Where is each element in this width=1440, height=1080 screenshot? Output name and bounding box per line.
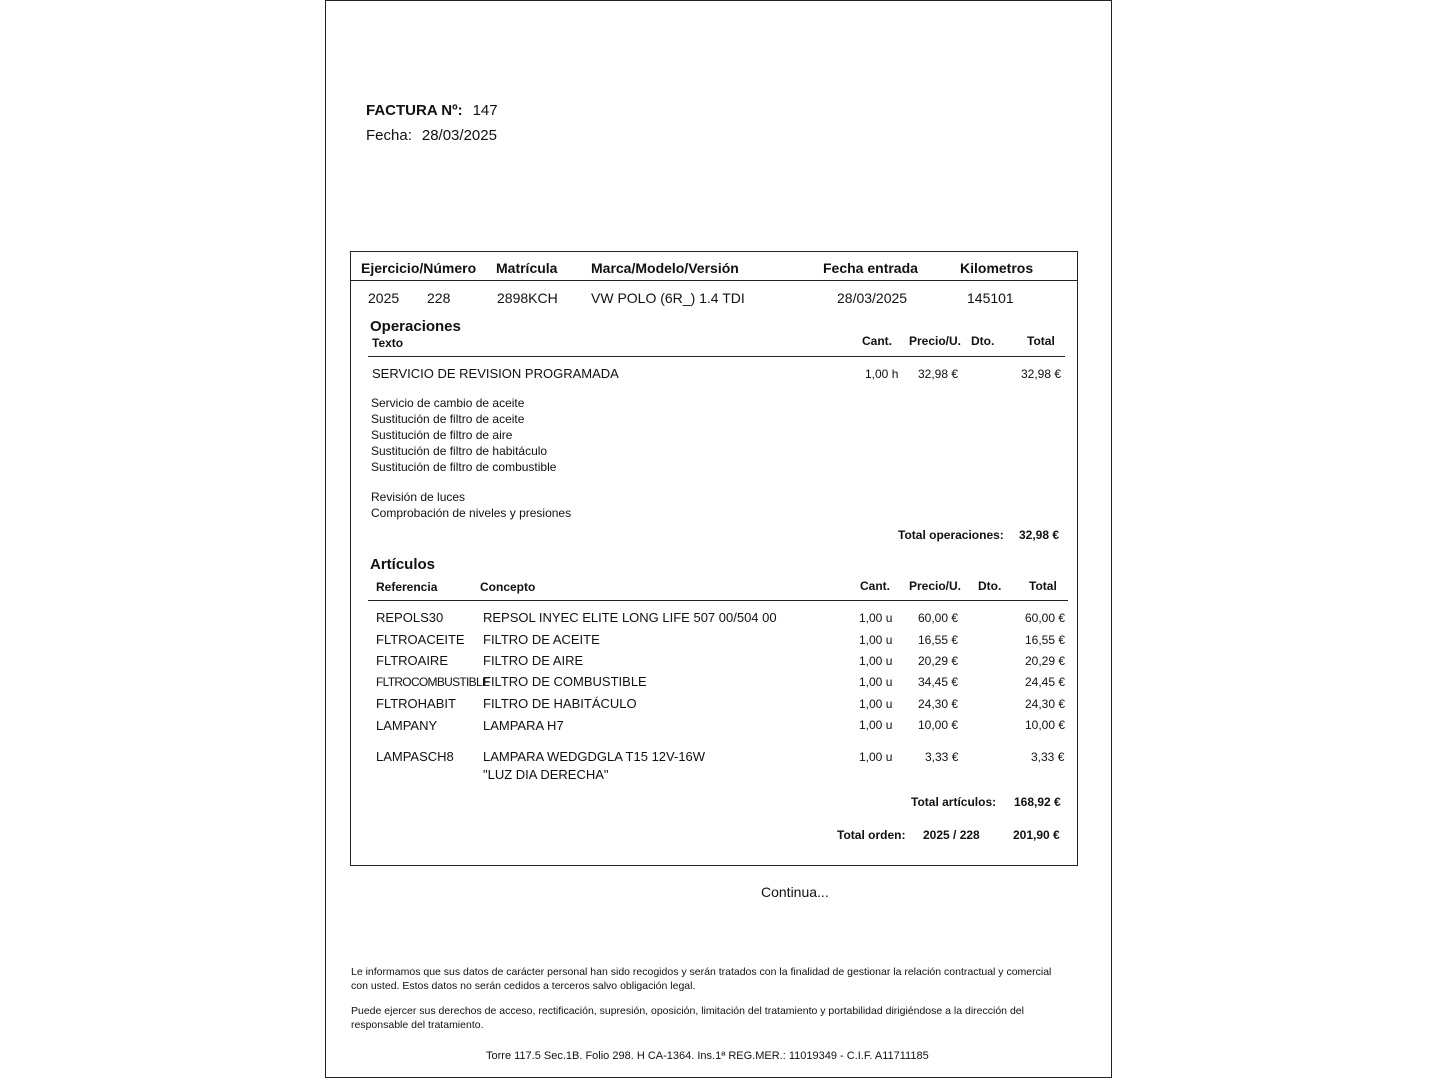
order-entry-date: 28/03/2025 xyxy=(837,290,908,306)
articles-total-label: Total artículos: xyxy=(911,795,997,809)
articles-header-disc: Dto. xyxy=(978,579,1002,593)
operation-detail: Sustitución de filtro de aire xyxy=(371,428,513,442)
article-qty: 1,00 u xyxy=(859,633,893,647)
order-total-label: Total orden: xyxy=(837,828,906,842)
article-qty: 1,00 u xyxy=(859,750,893,764)
order-number: 228 xyxy=(427,290,451,306)
col-header-ejercicio: Ejercicio/Número xyxy=(361,260,477,276)
operation-detail: Comprobación de niveles y presiones xyxy=(371,506,572,520)
invoice-date-value: 28/03/2025 xyxy=(421,127,497,144)
operations-header-rule xyxy=(368,356,1065,357)
legal-paragraph-1: Le informamos que sus datos de carácter personal han sido recogidos y serán tratados con la finalidad de gestionar la relación contractual y comercial con usted. Estos datos no serán cedidos a terceros salvo obligación legal. xyxy=(351,966,1052,992)
article-ref: FLTROAIRE xyxy=(376,653,448,668)
order-km: 145101 xyxy=(967,290,1014,306)
articles-title: Artículos xyxy=(370,556,436,573)
article-qty: 1,00 u xyxy=(859,718,893,732)
operation-details-1 xyxy=(371,395,556,475)
article-concept: FILTRO DE ACEITE xyxy=(483,632,600,647)
articles-header-ref: Referencia xyxy=(376,580,438,594)
articles-header-price: Precio/U. xyxy=(909,579,962,593)
operations-header-qty: Cant. xyxy=(862,334,892,348)
invoice-date xyxy=(366,127,497,144)
article-price: 10,00 € xyxy=(918,718,959,732)
article-ref: FLTROHABIT xyxy=(376,696,456,711)
operations-header-price: Precio/U. xyxy=(909,334,962,348)
operation-detail: Servicio de cambio de aceite xyxy=(371,396,525,410)
articles-header-concept: Concepto xyxy=(480,580,536,594)
operations-header-total: Total xyxy=(1027,334,1055,348)
operation-main-price: 32,98 € xyxy=(918,367,959,381)
article-total: 24,30 € xyxy=(1025,697,1066,711)
article-price: 60,00 € xyxy=(918,611,959,625)
invoice-page xyxy=(325,0,1112,1078)
article-concept: FILTRO DE AIRE xyxy=(483,653,584,668)
article-qty: 1,00 u xyxy=(859,654,893,668)
operation-details-2 xyxy=(371,489,571,521)
order-total-ref: 2025 / 228 xyxy=(923,828,980,842)
article-price: 16,55 € xyxy=(918,633,959,647)
article-qty: 1,00 u xyxy=(859,697,893,711)
article-total: 3,33 € xyxy=(1031,750,1065,764)
article-ref: FLTROACEITE xyxy=(376,632,465,647)
operation-detail: Sustitución de filtro de habitáculo xyxy=(371,444,548,458)
article-total: 24,45 € xyxy=(1025,675,1066,689)
order-box xyxy=(350,251,1078,866)
operations-total-label: Total operaciones: xyxy=(898,528,1004,542)
operation-main-total: 32,98 € xyxy=(1021,367,1062,381)
operation-detail: Revisión de luces xyxy=(371,490,466,504)
articles-total-value: 168,92 € xyxy=(1014,795,1061,809)
continua-text: Continua... xyxy=(761,884,829,900)
articles-header-rule xyxy=(368,600,1068,601)
article-ref: LAMPASCH8 xyxy=(376,749,454,764)
article-concept: FILTRO DE HABITÁCULO xyxy=(483,696,637,711)
article-qty: 1,00 u xyxy=(859,675,893,689)
article-price: 20,29 € xyxy=(918,654,959,668)
header-divider xyxy=(351,280,1077,281)
article-concept-line2: "LUZ DIA DERECHA" xyxy=(483,767,609,782)
operation-main-text: SERVICIO DE REVISION PROGRAMADA xyxy=(372,366,619,381)
article-concept: REPSOL INYEC ELITE LONG LIFE 507 00/504 00 xyxy=(483,610,777,625)
article-concept: LAMPARA H7 xyxy=(483,718,564,733)
article-ref: LAMPANY xyxy=(376,718,438,733)
col-header-km: Kilometros xyxy=(960,260,1034,276)
col-header-matricula: Matrícula xyxy=(496,260,558,276)
article-total: 20,29 € xyxy=(1025,654,1066,668)
operations-header-disc: Dto. xyxy=(971,334,995,348)
article-concept: FILTRO DE COMBUSTIBLE xyxy=(483,674,647,689)
order-vehicle: VW POLO (6R_) 1.4 TDI xyxy=(591,290,745,306)
articles-header-total: Total xyxy=(1029,579,1057,593)
operation-main-qty: 1,00 h xyxy=(865,367,899,381)
order-plate: 2898KCH xyxy=(497,290,558,306)
invoice-number xyxy=(366,102,498,119)
article-total: 16,55 € xyxy=(1025,633,1066,647)
article-total: 10,00 € xyxy=(1025,718,1066,732)
operation-detail: Sustitución de filtro de aceite xyxy=(371,412,525,426)
invoice-date-label: Fecha: xyxy=(366,127,412,144)
articles-header-qty: Cant. xyxy=(860,579,890,593)
article-price: 34,45 € xyxy=(918,675,959,689)
article-concept: LAMPARA WEDGDGLA T15 12V-16W xyxy=(483,749,706,764)
operations-header-text: Texto xyxy=(372,336,404,350)
col-header-vehiculo: Marca/Modelo/Versión xyxy=(591,260,739,276)
operation-detail: Sustitución de filtro de combustible xyxy=(371,460,557,474)
invoice-number-label: FACTURA Nº: xyxy=(366,102,463,119)
footer-registry: Torre 117.5 Sec.1B. Folio 298. H CA-1364. Ins.1ª REG.MER.: 11019349 - C.I.F. A11711185 xyxy=(486,1050,929,1062)
order-year: 2025 xyxy=(368,290,400,306)
article-price: 3,33 € xyxy=(925,750,959,764)
article-ref: REPOLS30 xyxy=(376,610,444,625)
operations-title: Operaciones xyxy=(370,318,461,335)
article-qty: 1,00 u xyxy=(859,611,893,625)
col-header-fecha: Fecha entrada xyxy=(823,260,918,276)
order-total-value: 201,90 € xyxy=(1013,828,1060,842)
legal-paragraph-2: Puede ejercer sus derechos de acceso, rectificación, supresión, oposición, limitación del tratamiento y portabilidad dirigiéndose a la dirección del responsable del tratamiento. xyxy=(351,1005,1024,1031)
article-price: 24,30 € xyxy=(918,697,959,711)
operations-total-value: 32,98 € xyxy=(1019,528,1060,542)
article-ref: FLTROCOMBUSTIBLE xyxy=(376,675,490,689)
invoice-number-value: 147 xyxy=(472,102,498,119)
article-total: 60,00 € xyxy=(1025,611,1066,625)
